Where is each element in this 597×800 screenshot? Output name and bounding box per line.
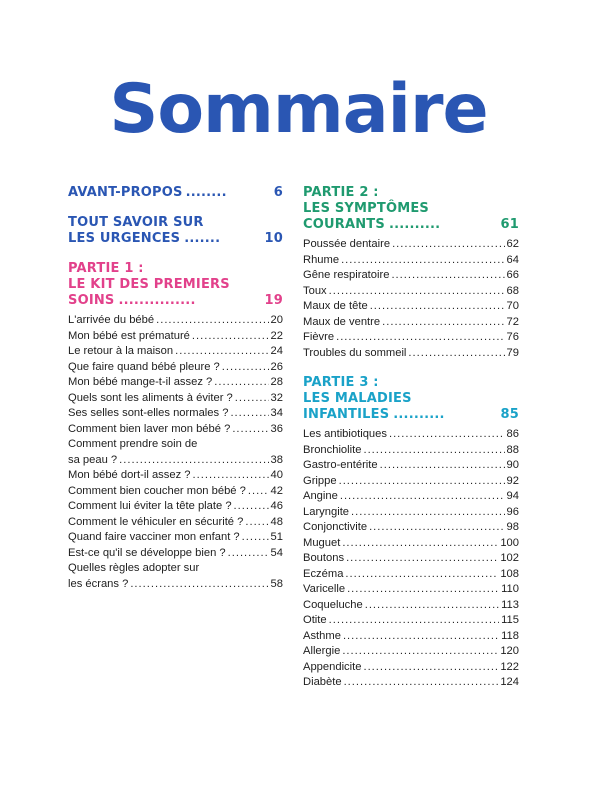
- section-dots: ...............: [118, 293, 196, 308]
- toc-entry[interactable]: Les antibiotiques ..... 86: [303, 427, 519, 443]
- toc-entry[interactable]: Quels sont les aliments à éviter ? ..... 32: [68, 391, 283, 407]
- toc-entry[interactable]: Ses selles sont-elles normales ? ..... 34: [68, 406, 283, 422]
- page-title: Sommaire: [109, 70, 488, 149]
- toc-entry[interactable]: Grippe ..... 92: [303, 474, 519, 490]
- section-partie-2[interactable]: [303, 185, 519, 233]
- section-label: PARTIE 2 :: [303, 185, 379, 200]
- toc-entry[interactable]: Angine ..... 94: [303, 489, 519, 505]
- section-dots: ..........: [388, 217, 441, 232]
- toc-entry[interactable]: Boutons ..... 102: [303, 551, 519, 567]
- toc-entry[interactable]: Varicelle ..... 110: [303, 582, 519, 598]
- toc-entry[interactable]: Rhume ..... 64: [303, 253, 519, 269]
- section-label: COURANTS: [303, 217, 385, 232]
- toc-entry[interactable]: Poussée dentaire ..... 62: [303, 237, 519, 253]
- section-label: AVANT-PROPOS: [68, 185, 183, 200]
- toc-entry[interactable]: Mon bébé mange-t-il assez ? ..... 28: [68, 375, 283, 391]
- toc-entry[interactable]: Appendicite ..... 122: [303, 660, 519, 676]
- toc-right-column: [303, 185, 519, 691]
- section-page: 6: [273, 185, 283, 200]
- section-label: PARTIE 3 :: [303, 375, 379, 390]
- section-urgences[interactable]: [68, 215, 283, 247]
- section-label: INFANTILES: [303, 407, 390, 422]
- section-label: LES MALADIES: [303, 391, 412, 406]
- toc-entry[interactable]: Est-ce qu'il se développe bien ? ..... 54: [68, 546, 283, 562]
- toc-entry[interactable]: Comment le véhiculer en sécurité ? ..... 48: [68, 515, 283, 531]
- toc-entry[interactable]: Que faire quand bébé pleure ? ..... 26: [68, 360, 283, 376]
- section-label: TOUT SAVOIR SUR: [68, 215, 204, 230]
- section-dots: ..........: [393, 407, 445, 422]
- section-label: PARTIE 1 :: [68, 261, 144, 276]
- section-label: LES SYMPTÔMES: [303, 201, 429, 216]
- toc-entry[interactable]: Le retour à la maison ..... 24: [68, 344, 283, 360]
- section-dots: ........: [185, 185, 227, 200]
- section-label: LES URGENCES: [68, 231, 181, 246]
- toc-entry[interactable]: Muguet ..... 100: [303, 536, 519, 552]
- partie-1-entries: [68, 313, 283, 592]
- toc-entry[interactable]: Laryngite ..... 96: [303, 505, 519, 521]
- section-dots: .......: [184, 231, 221, 246]
- partie-2-entries: [303, 237, 519, 361]
- toc-entry[interactable]: Fièvre ..... 76: [303, 330, 519, 346]
- toc-entry[interactable]: Maux de tête ..... 70: [303, 299, 519, 315]
- section-page: 61: [500, 217, 519, 232]
- toc-entry[interactable]: Coqueluche ..... 113: [303, 598, 519, 614]
- toc-entry[interactable]: Gêne respiratoire ..... 66: [303, 268, 519, 284]
- toc-entry[interactable]: Toux ..... 68: [303, 284, 519, 300]
- toc-entry[interactable]: Asthme ..... 118: [303, 629, 519, 645]
- toc-entry[interactable]: Otite ..... 115: [303, 613, 519, 629]
- toc-entry[interactable]: Diabète ..... 124: [303, 675, 519, 691]
- toc-entry[interactable]: Bronchiolite ..... 88: [303, 443, 519, 459]
- toc-entry-multiline[interactable]: Comment prendre soin de sa peau ? ..... 38: [68, 437, 283, 468]
- toc-entry[interactable]: Maux de ventre ..... 72: [303, 315, 519, 331]
- partie-3-entries: [303, 427, 519, 691]
- toc-entry-multiline[interactable]: Quelles règles adopter sur les écrans ? ..... 58: [68, 561, 283, 592]
- toc-entry[interactable]: Conjonctivite ..... 98: [303, 520, 519, 536]
- toc-left-column: [68, 185, 283, 592]
- section-partie-3[interactable]: [303, 375, 519, 423]
- toc-entry[interactable]: Gastro-entérite ..... 90: [303, 458, 519, 474]
- toc-entry[interactable]: Comment bien laver mon bébé ? ..... 36: [68, 422, 283, 438]
- section-partie-1[interactable]: [68, 261, 283, 309]
- toc-entry[interactable]: Mon bébé est prématuré ..... 22: [68, 329, 283, 345]
- toc-entry[interactable]: Comment lui éviter la tête plate ? ..... 46: [68, 499, 283, 515]
- section-label: LE KIT DES PREMIERS: [68, 277, 230, 292]
- section-page: 85: [500, 407, 519, 422]
- toc-entry[interactable]: Allergie ..... 120: [303, 644, 519, 660]
- section-page: 10: [264, 231, 283, 246]
- toc-entry[interactable]: L'arrivée du bébé ..... 20: [68, 313, 283, 329]
- section-avant-propos[interactable]: [68, 185, 283, 201]
- section-page: 19: [264, 293, 283, 308]
- toc-entry[interactable]: Eczéma ..... 108: [303, 567, 519, 583]
- section-label: SOINS: [68, 293, 115, 308]
- toc-entry[interactable]: Quand faire vacciner mon enfant ? ..... 51: [68, 530, 283, 546]
- toc-entry[interactable]: Mon bébé dort-il assez ? ..... 40: [68, 468, 283, 484]
- toc-entry[interactable]: Comment bien coucher mon bébé ? ..... 42: [68, 484, 283, 500]
- toc-entry[interactable]: Troubles du sommeil ..... 79: [303, 346, 519, 362]
